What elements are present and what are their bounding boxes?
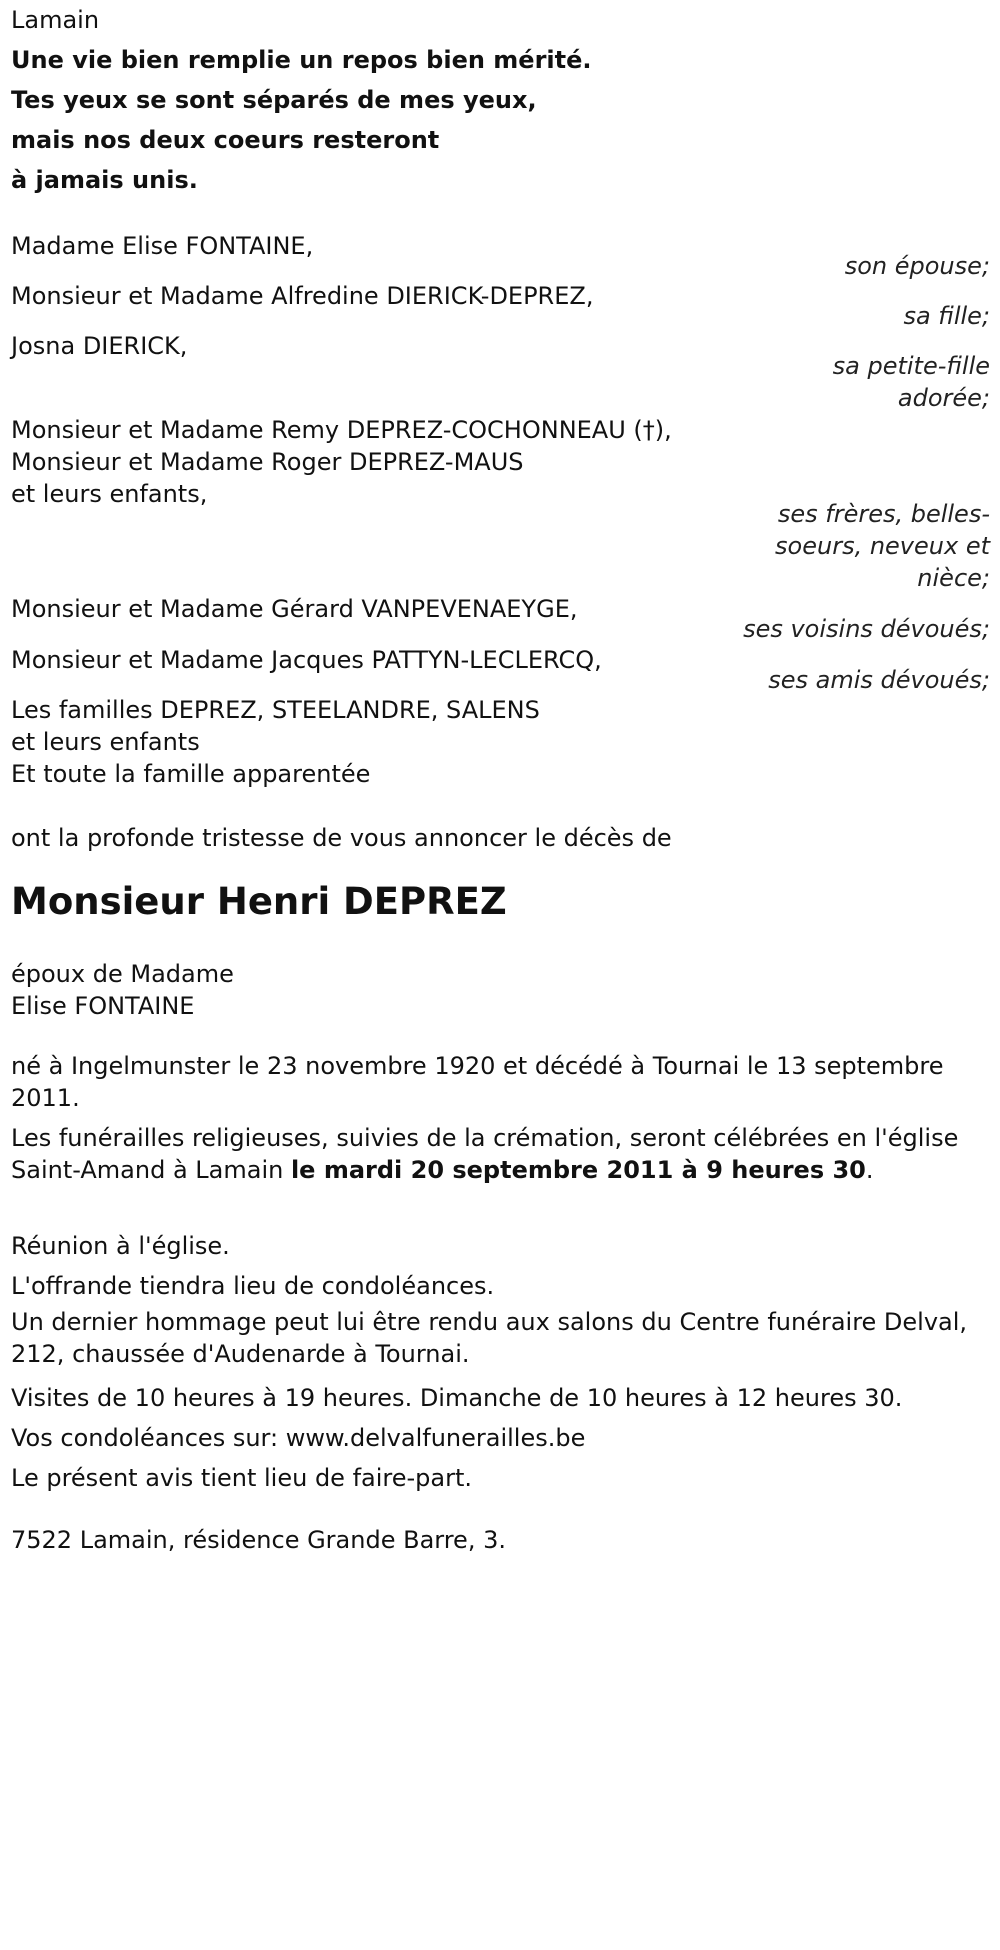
family-name-7c: Et toute la famille apparentée [11, 760, 371, 788]
family-name-3: Josna DIERICK, [11, 332, 188, 360]
family-name-4a: Monsieur et Madame Remy DEPREZ-COCHONNEAU (†), [11, 416, 672, 444]
spouse-line-1: époux de Madame [11, 960, 234, 988]
detail-reunion: Réunion à l'église. [11, 1232, 230, 1260]
family-name-7a: Les familles DEPREZ, STEELANDRE, SALENS [11, 696, 540, 724]
birth-death-text: né à Ingelmunster le 23 novembre 1920 et décédé à Tournai le 13 septembre 2011. [11, 1052, 944, 1112]
family-relation-3b: adorée; [897, 384, 990, 412]
family-relation-4a: ses frères, belles- [777, 500, 990, 528]
detail-visits: Visites de 10 heures à 19 heures. Dimanche de 10 heures à 12 heures 30. [11, 1384, 903, 1412]
family-relation-5: ses voisins dévoués; [743, 615, 990, 643]
detail-offering: L'offrande tiendra lieu de condoléances. [11, 1272, 495, 1300]
poem-line-1: Une vie bien remplie un repos bien mérité. [11, 46, 592, 74]
place-name: Lamain [11, 6, 100, 34]
funeral-end: . [865, 1156, 874, 1184]
detail-tribute: Un dernier hommage peut lui être rendu aux salons du Centre funéraire Delval, 212, chaussée d'Audenarde à Tournai. [11, 1308, 968, 1368]
family-name-2: Monsieur et Madame Alfredine DIERICK-DEPREZ, [11, 282, 594, 310]
spouse-line-2: Elise FONTAINE [11, 992, 195, 1020]
family-name-6: Monsieur et Madame Jacques PATTYN-LECLERCQ, [11, 646, 602, 674]
family-name-4b: Monsieur et Madame Roger DEPREZ-MAUS [11, 448, 524, 476]
funeral-date: le mardi 20 septembre 2011 à 9 heures 30 [290, 1156, 866, 1184]
family-name-5: Monsieur et Madame Gérard VANPEVENAEYGE, [11, 595, 578, 623]
family-relation-3a: sa petite-fille [832, 352, 990, 380]
poem-line-3: mais nos deux coeurs resteront [11, 126, 440, 154]
detail-condolences: Vos condoléances sur: www.delvalfunerailles.be [11, 1424, 586, 1452]
detail-notice: Le présent avis tient lieu de faire-part. [11, 1464, 473, 1492]
family-relation-1: son épouse; [844, 252, 990, 280]
address-line: 7522 Lamain, résidence Grande Barre, 3. [11, 1526, 506, 1554]
deceased-name: Monsieur Henri DEPREZ [11, 880, 507, 923]
family-relation-2: sa fille; [903, 302, 990, 330]
family-name-4c: et leurs enfants, [11, 480, 208, 508]
poem-line-4: à jamais unis. [11, 166, 198, 194]
funeral-paragraph [11, 1122, 986, 1186]
family-relation-4b: soeurs, neveux et [775, 532, 990, 560]
family-relation-6: ses amis dévoués; [768, 666, 990, 694]
announcement-text: ont la profonde tristesse de vous annoncer le décès de [11, 824, 672, 852]
funeral-text: Les funérailles religieuses, suivies de la crémation, seront célébrées en l'église Saint-Amand à Lamain [11, 1124, 959, 1184]
family-relation-4c: nièce; [917, 564, 990, 592]
poem-line-2: Tes yeux se sont séparés de mes yeux, [11, 86, 537, 114]
family-name-1: Madame Elise FONTAINE, [11, 232, 314, 260]
family-name-7b: et leurs enfants [11, 728, 200, 756]
